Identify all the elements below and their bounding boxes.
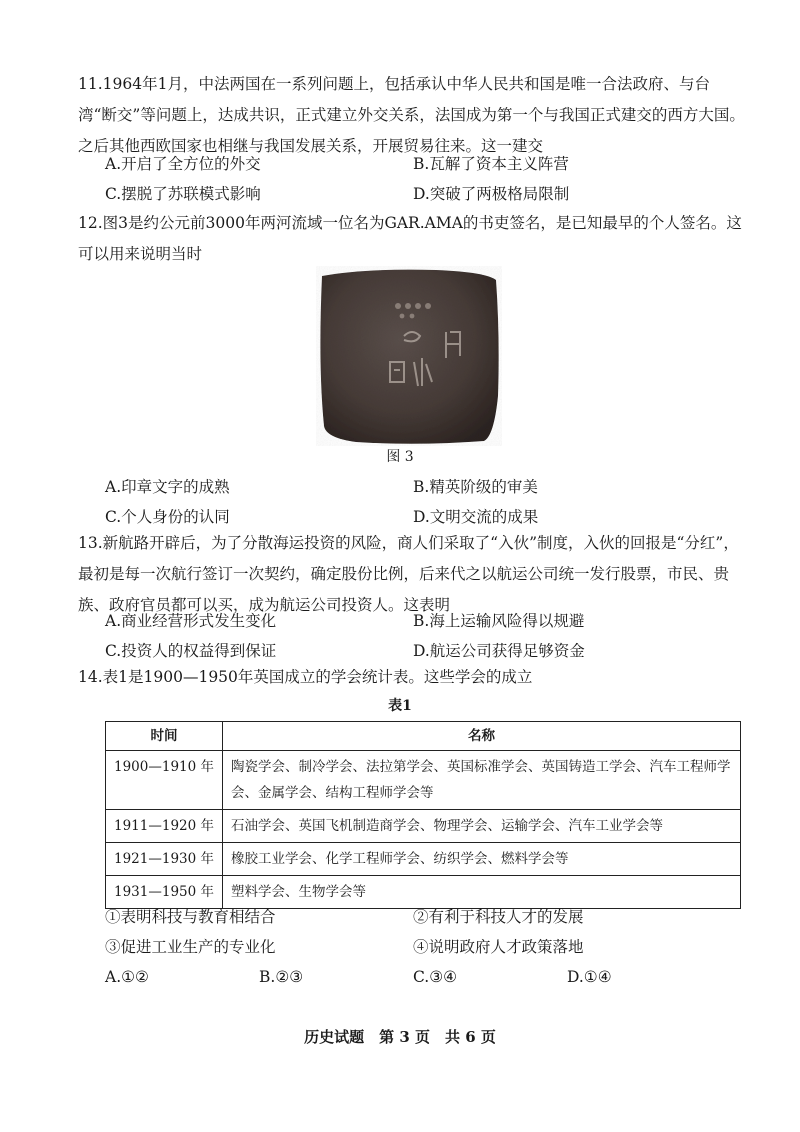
option-b[interactable]: B.②③ (259, 968, 304, 986)
option-d[interactable]: D.航运公司获得足够资金 (413, 642, 585, 660)
option-a[interactable]: A.印章文字的成熟 (105, 478, 230, 496)
option-b[interactable]: B.瓦解了资本主义阵营 (413, 155, 569, 173)
question-stem: 图3是约公元前3000年两河流域一位名为GAR.AMA的书吏签名，是已知最早的个人签名。这可以用来说明当时 (78, 214, 742, 263)
statement-3: ③促进工业生产的专业化 (105, 938, 276, 956)
cell-societies: 陶瓷学会、制冷学会、法拉第学会、英国标准学会、英国铸造工学会、汽车工程师学会、金属学会、结构工程师学会等 (223, 751, 741, 810)
table-row (106, 843, 741, 876)
clay-tablet-image (316, 266, 502, 446)
cell-societies: 塑料学会、生物学会等 (223, 876, 741, 909)
option-a[interactable]: A.商业经营形式发生变化 (105, 612, 277, 630)
option-d[interactable]: D.①④ (567, 968, 612, 986)
cell-period: 1931—1950 年 (106, 876, 223, 909)
question-number: 11. (78, 75, 103, 93)
table-caption: 表1 (388, 698, 412, 714)
table-header-row (106, 722, 741, 751)
figure-caption: 图 3 (386, 449, 414, 465)
option-a[interactable]: A.开启了全方位的外交 (105, 155, 261, 173)
question-13-options (105, 606, 745, 666)
question-number: 13. (78, 534, 103, 552)
cell-societies: 石油学会、英国飞机制造商学会、物理学会、运输学会、汽车工业学会等 (223, 810, 741, 843)
societies-table (105, 721, 741, 909)
cell-period: 1900—1910 年 (106, 751, 223, 810)
question-14-statements (105, 902, 745, 992)
statement-4: ④说明政府人才政策落地 (413, 938, 584, 956)
option-c[interactable]: C.③④ (413, 968, 458, 986)
option-b[interactable]: B.海上运输风险得以规避 (413, 612, 585, 630)
question-12 (78, 208, 746, 270)
question-number: 12. (78, 214, 103, 232)
option-c[interactable]: C.个人身份的认同 (105, 508, 230, 526)
question-14 (78, 662, 746, 693)
option-c[interactable]: C.投资人的权益得到保证 (105, 642, 277, 660)
statement-2: ②有利于科技人才的发展 (413, 908, 584, 926)
table-row (106, 751, 741, 810)
cell-period: 1921—1930 年 (106, 843, 223, 876)
header-name: 名称 (223, 722, 741, 751)
statement-1: ①表明科技与教育相结合 (105, 908, 276, 926)
question-stem: 1964年1月，中法两国在一系列问题上，包括承认中华人民共和国是唯一合法政府、与台湾“断交”等问题上，达成共识，正式建立外交关系，法国成为第一个与我国正式建交的西方大国。之后其他西欧国家也相继与我国发展关系，开展贸易往来。这一建交 (78, 75, 745, 155)
question-12-options (105, 472, 745, 532)
page-footer: 历史试题 第 3 页 共 6 页 (304, 1028, 496, 1046)
option-b[interactable]: B.精英阶级的审美 (413, 478, 538, 496)
cell-societies: 橡胶工业学会、化学工程师学会、纺织学会、燃料学会等 (223, 843, 741, 876)
question-stem: 新航路开辟后，为了分散海运投资的风险，商人们采取了“入伙”制度，入伙的回报是“分红”，最初是每一次航行签订一次契约，确定股份比例，后来代之以航运公司统一发行股票，市民、贵族、政府官员都可以买，成为航运公司投资人。这表明 (78, 534, 739, 614)
question-number: 14. (78, 668, 103, 686)
cell-period: 1911—1920 年 (106, 810, 223, 843)
option-c[interactable]: C.摆脱了苏联模式影响 (105, 185, 261, 203)
table-row (106, 810, 741, 843)
option-a[interactable]: A.①② (105, 968, 149, 986)
question-stem: 表1是1900—1950年英国成立的学会统计表。这些学会的成立 (102, 668, 533, 686)
question-11-options (105, 149, 745, 209)
option-d[interactable]: D.文明交流的成果 (413, 508, 539, 526)
option-d[interactable]: D.突破了两极格局限制 (413, 185, 570, 203)
figure-3-image (316, 266, 502, 446)
header-time: 时间 (106, 722, 223, 751)
